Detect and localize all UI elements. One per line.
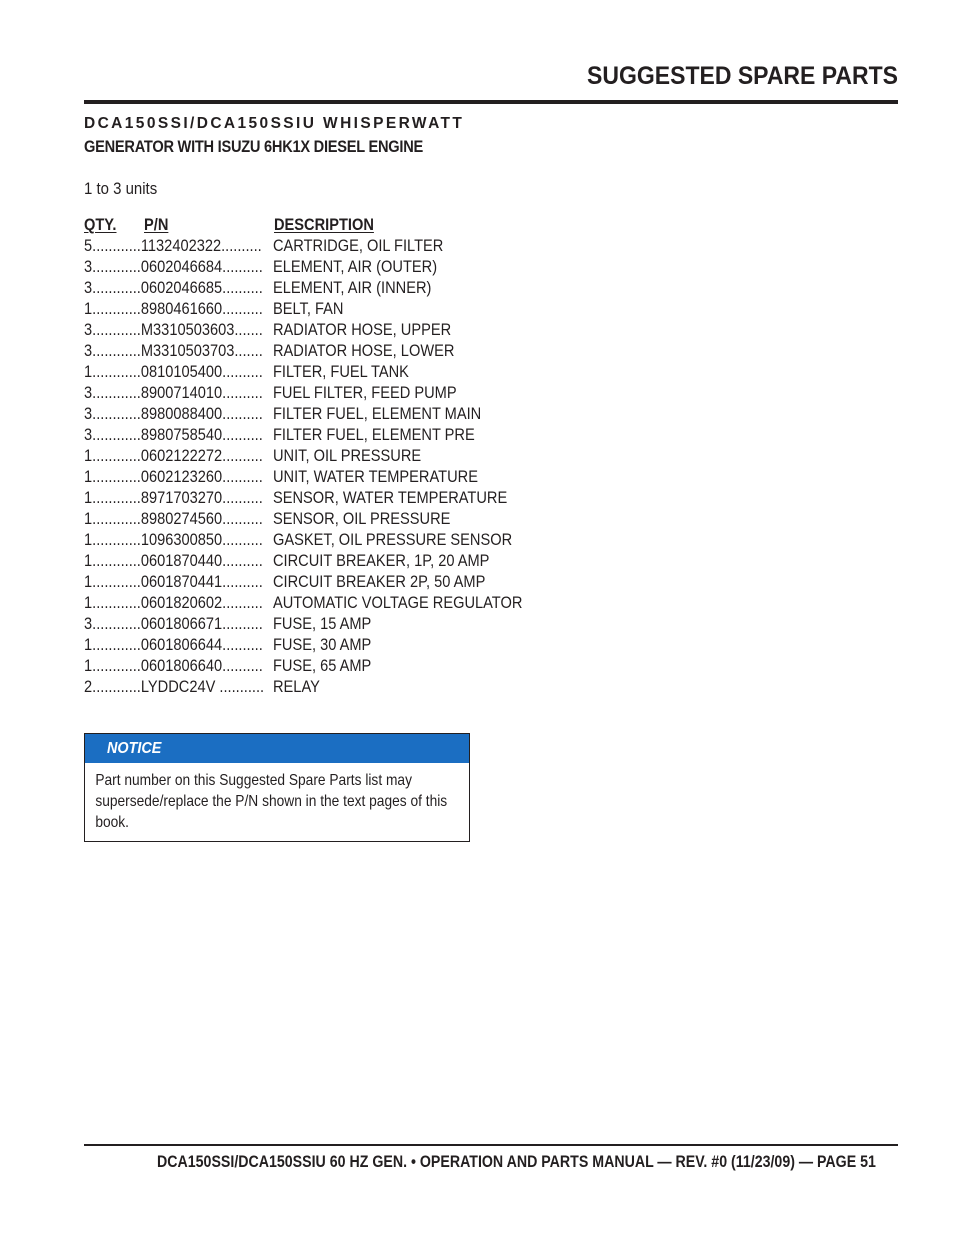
table-row xyxy=(84,299,604,320)
qty-part-number-text: 3............8900714010.......... xyxy=(84,383,263,402)
qty-part-number-text: 1............8980274560.......... xyxy=(84,509,263,528)
description-cell: FUSE, 30 AMP xyxy=(273,635,372,654)
qty-part-number-cell xyxy=(84,341,272,361)
description-cell: CARTRIDGE, OIL FILTER xyxy=(273,236,444,255)
qty-part-number-cell xyxy=(84,488,272,508)
header-description: DESCRIPTION xyxy=(274,215,374,234)
table-row xyxy=(84,257,604,278)
notice-box xyxy=(84,733,470,842)
table-row xyxy=(84,425,604,446)
description-cell: BELT, FAN xyxy=(273,299,344,318)
qty-part-number-cell xyxy=(84,635,272,655)
qty-part-number-cell xyxy=(84,593,272,613)
description-cell: FILTER FUEL, ELEMENT MAIN xyxy=(273,404,482,423)
qty-part-number-cell xyxy=(84,383,272,403)
table-row xyxy=(84,341,604,362)
qty-part-number-text: 3............M3310503603....... xyxy=(84,320,263,339)
qty-part-number-text: 1............0601806640.......... xyxy=(84,656,263,675)
qty-part-number-text: 1............0601870441.......... xyxy=(84,572,263,591)
description-cell: SENSOR, OIL PRESSURE xyxy=(273,509,451,528)
table-row xyxy=(84,614,604,635)
qty-part-number-cell xyxy=(84,257,272,277)
table-row xyxy=(84,593,604,614)
table-row xyxy=(84,635,604,656)
table-row xyxy=(84,656,604,677)
table-row xyxy=(84,383,604,404)
description-cell: FILTER FUEL, ELEMENT PRE xyxy=(273,425,475,444)
qty-part-number-cell xyxy=(84,467,272,487)
header-qty: QTY. xyxy=(84,215,117,234)
description-cell: RADIATOR HOSE, UPPER xyxy=(273,320,452,339)
table-row xyxy=(84,446,604,467)
description-cell: CIRCUIT BREAKER 2P, 50 AMP xyxy=(273,572,486,591)
table-row xyxy=(84,320,604,341)
description-cell: ELEMENT, AIR (OUTER) xyxy=(273,257,438,276)
qty-part-number-cell xyxy=(84,551,272,571)
qty-part-number-text: 1............0810105400.......... xyxy=(84,362,263,381)
qty-part-number-text: 1............0602122272.......... xyxy=(84,446,263,465)
qty-part-number-cell xyxy=(84,572,272,592)
qty-part-number-cell xyxy=(84,425,272,445)
model-heading: DCA150SSI/DCA150SSIU WHISPERWATT xyxy=(84,115,465,132)
qty-part-number-cell xyxy=(84,278,272,298)
table-row xyxy=(84,509,604,530)
qty-part-number-text: 1............0601806644.......... xyxy=(84,635,263,654)
table-row xyxy=(84,362,604,383)
qty-part-number-text: 1............0601820602.......... xyxy=(84,593,263,612)
title-divider xyxy=(84,100,898,104)
footer-divider xyxy=(84,1144,898,1146)
description-cell: FUSE, 15 AMP xyxy=(273,614,372,633)
description-cell: RELAY xyxy=(273,677,320,696)
qty-part-number-text: 1............8971703270.......... xyxy=(84,488,263,507)
units-note: 1 to 3 units xyxy=(84,179,158,198)
qty-part-number-text: 3............0602046685.......... xyxy=(84,278,263,297)
engine-heading: GENERATOR WITH ISUZU 6HK1X DIESEL ENGINE xyxy=(84,137,423,156)
notice-heading-label: NOTICE xyxy=(107,740,162,757)
qty-part-number-text: 2............LYDDC24V ........... xyxy=(84,677,265,696)
description-cell: ELEMENT, AIR (INNER) xyxy=(273,278,432,297)
table-row xyxy=(84,236,604,257)
description-cell: UNIT, WATER TEMPERATURE xyxy=(273,467,478,486)
notice-heading xyxy=(85,734,469,763)
qty-part-number-cell xyxy=(84,614,272,634)
qty-part-number-text: 1............0602123260.......... xyxy=(84,467,263,486)
table-row xyxy=(84,677,604,698)
qty-part-number-text: 1............8980461660.......... xyxy=(84,299,263,318)
qty-part-number-cell xyxy=(84,404,272,424)
table-row xyxy=(84,488,604,509)
qty-part-number-cell xyxy=(84,509,272,529)
qty-part-number-cell xyxy=(84,320,272,340)
table-row xyxy=(84,572,604,593)
parts-table-header xyxy=(84,215,604,236)
table-row xyxy=(84,278,604,299)
qty-part-number-cell xyxy=(84,236,272,256)
qty-part-number-cell xyxy=(84,362,272,382)
description-cell: FUSE, 65 AMP xyxy=(273,656,372,675)
qty-part-number-text: 3............M3310503703....... xyxy=(84,341,263,360)
qty-part-number-text: 5............1132402322.......... xyxy=(84,236,262,255)
qty-part-number-cell xyxy=(84,299,272,319)
description-cell: CIRCUIT BREAKER, 1P, 20 AMP xyxy=(273,551,490,570)
footer-text: DCA150SSI/DCA150SSIU 60 HZ GEN. • OPERATION AND PARTS MANUAL — REV. #0 (11/23/09) — PAGE 51 xyxy=(157,1153,876,1171)
table-row xyxy=(84,530,604,551)
page-title: SUGGESTED SPARE PARTS xyxy=(587,62,898,90)
qty-part-number-cell xyxy=(84,656,272,676)
qty-part-number-cell xyxy=(84,446,272,466)
description-cell: UNIT, OIL PRESSURE xyxy=(273,446,422,465)
description-cell: GASKET, OIL PRESSURE SENSOR xyxy=(273,530,513,549)
qty-part-number-cell xyxy=(84,677,272,697)
description-cell: FUEL FILTER, FEED PUMP xyxy=(273,383,457,402)
parts-table-body xyxy=(84,236,604,698)
qty-part-number-text: 1............1096300850.......... xyxy=(84,530,263,549)
table-row xyxy=(84,551,604,572)
table-row xyxy=(84,404,604,425)
description-cell: AUTOMATIC VOLTAGE REGULATOR xyxy=(273,593,523,612)
qty-part-number-text: 3............0602046684.......... xyxy=(84,257,263,276)
table-row xyxy=(84,467,604,488)
qty-part-number-text: 3............8980758540.......... xyxy=(84,425,263,444)
description-cell: FILTER, FUEL TANK xyxy=(273,362,409,381)
header-part-number: P/N xyxy=(144,215,169,234)
qty-part-number-cell xyxy=(84,530,272,550)
description-cell: RADIATOR HOSE, LOWER xyxy=(273,341,455,360)
description-cell: SENSOR, WATER TEMPERATURE xyxy=(273,488,508,507)
parts-table xyxy=(84,215,604,698)
qty-part-number-text: 3............0601806671.......... xyxy=(84,614,263,633)
notice-body: Part number on this Suggested Spare Parts list may supersede/replace the P/N shown in the text pages of this book. xyxy=(95,772,448,831)
qty-part-number-text: 3............8980088400.......... xyxy=(84,404,263,423)
qty-part-number-text: 1............0601870440.......... xyxy=(84,551,263,570)
